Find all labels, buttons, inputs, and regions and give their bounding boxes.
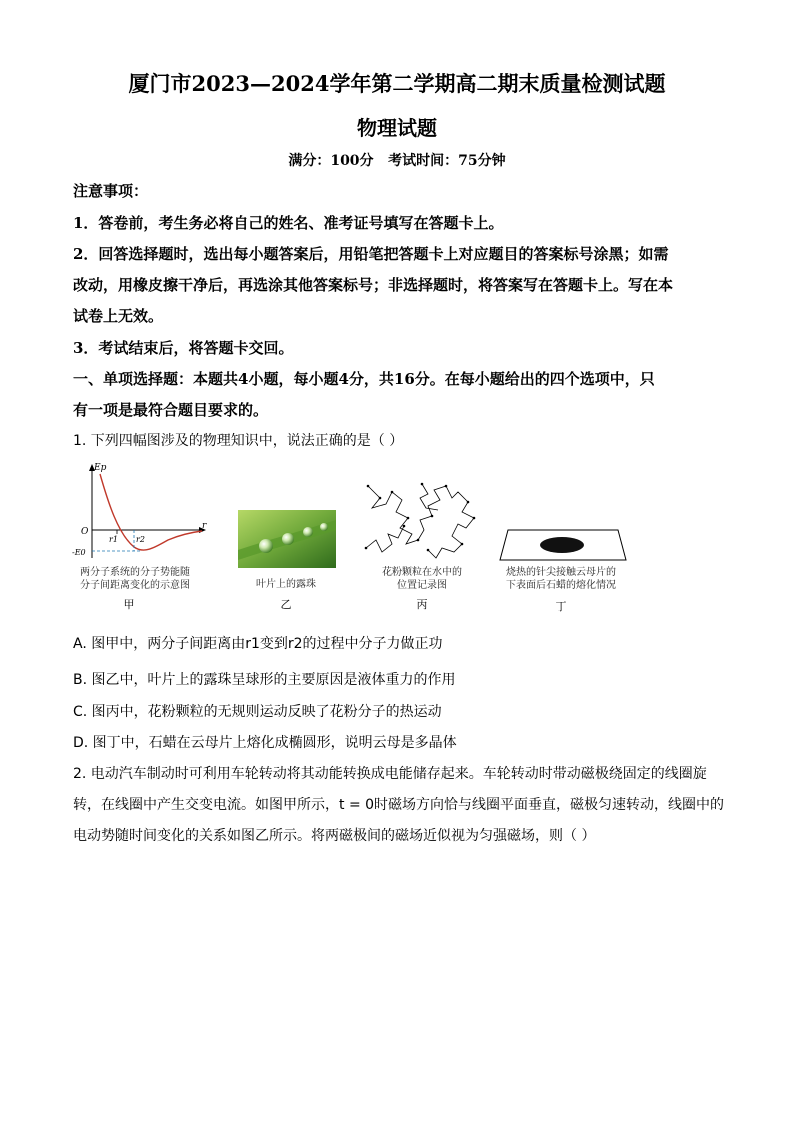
section-1-line-1: 一、单项选择题：本题共4小题，每小题4分，共16分。在每小题给出的四个选项中，只 <box>73 370 655 388</box>
note-item-3: 3．考试结束后，将答题卡交回。 <box>73 339 294 357</box>
dew-drop <box>303 527 313 537</box>
origin-label: O <box>81 527 89 537</box>
subject-title: 物理试题 <box>357 116 437 140</box>
dew-drop <box>320 523 328 531</box>
figure-yi-caption: 叶片上的露珠 <box>256 579 316 590</box>
option-b: B. 图乙中，叶片上的露珠呈球形的主要原因是液体重力的作用 <box>73 672 456 688</box>
note-item-1: 1．答卷前，考生务必将自己的姓名、准考证号填写在答题卡上。 <box>73 214 504 232</box>
figure-jia-caption-line-2: 分子间距离变化的示意图 <box>80 580 190 591</box>
note-item-2-line-1: 2．回答选择题时，选出每小题答案后，用铅笔把答题卡上对应题目的答案标号涂黑；如需 <box>73 245 669 263</box>
question-2-line-1: 2. 电动汽车制动时可利用车轮转动将其动能转换成电能储存起来。车轮转动时带动磁极绕固定的线圈旋 <box>73 766 707 782</box>
figure-yi-label: 乙 <box>280 598 292 611</box>
option-d: D. 图丁中，石蜡在云母片上熔化成椭圆形，说明云母是多晶体 <box>73 735 457 751</box>
figure-ding-label: 丁 <box>555 600 567 613</box>
r-axis-label: r <box>202 521 207 531</box>
r2-label: r2 <box>136 535 145 544</box>
option-a: A. 图甲中，两分子间距离由r1变到r2的过程中分子力做正功 <box>73 636 443 652</box>
figure-bing-brownian-trace <box>362 478 482 564</box>
question-2-line-3: 电动势随时间变化的关系如图乙所示。将两磁极间的磁场近似视为匀强磁场，则（ ） <box>73 828 596 844</box>
r1-label: r1 <box>109 535 118 544</box>
figure-jia-caption-line-1: 两分子系统的分子势能随 <box>80 567 190 578</box>
figure-ding-caption-line-2: 下表面后石蜡的熔化情况 <box>506 580 616 591</box>
figure-bing-caption-line-2: 位置记录图 <box>397 580 447 591</box>
exam-title: 厦门市2023—2024学年第二学期高二期末质量检测试题 <box>128 71 666 96</box>
melted-wax-ellipse <box>540 537 584 553</box>
figure-ding-mica-plate <box>498 528 628 564</box>
section-1-line-2: 有一项是最符合题目要求的。 <box>73 401 269 419</box>
dew-drop <box>259 539 273 553</box>
figure-bing-caption-line-1: 花粉颗粒在水中的 <box>382 567 462 578</box>
figure-ding-caption-line-1: 烧热的针尖接触云母片的 <box>506 567 616 578</box>
question-2-line-2: 转，在线圈中产生交变电流。如图甲所示，t = 0时磁场方向恰与线圈平面垂直，磁极匀速转动，线圈中的 <box>73 797 725 813</box>
figure-jia-label: 甲 <box>123 598 135 611</box>
exam-info: 满分：100分 考试时间：75分钟 <box>288 153 506 169</box>
dew-drop <box>282 533 294 545</box>
figure-yi-leaf-photo <box>238 510 336 568</box>
ep-axis-label: Ep <box>94 463 107 473</box>
note-item-2-line-3: 试卷上无效。 <box>73 307 164 325</box>
option-c: C. 图丙中，花粉颗粒的无规则运动反映了花粉分子的热运动 <box>73 704 442 720</box>
neg-e0-label: -E0 <box>72 548 86 557</box>
figure-jia-ep-graph <box>72 462 212 562</box>
figure-bing-label: 丙 <box>416 598 428 611</box>
note-item-2-line-2: 改动，用橡皮擦干净后，再选涂其他答案标号；非选择题时，将答案写在答题卡上。写在本 <box>73 276 674 294</box>
question-1-stem: 1. 下列四幅图涉及的物理知识中，说法正确的是（ ） <box>73 433 404 449</box>
notes-heading: 注意事项： <box>73 182 149 200</box>
